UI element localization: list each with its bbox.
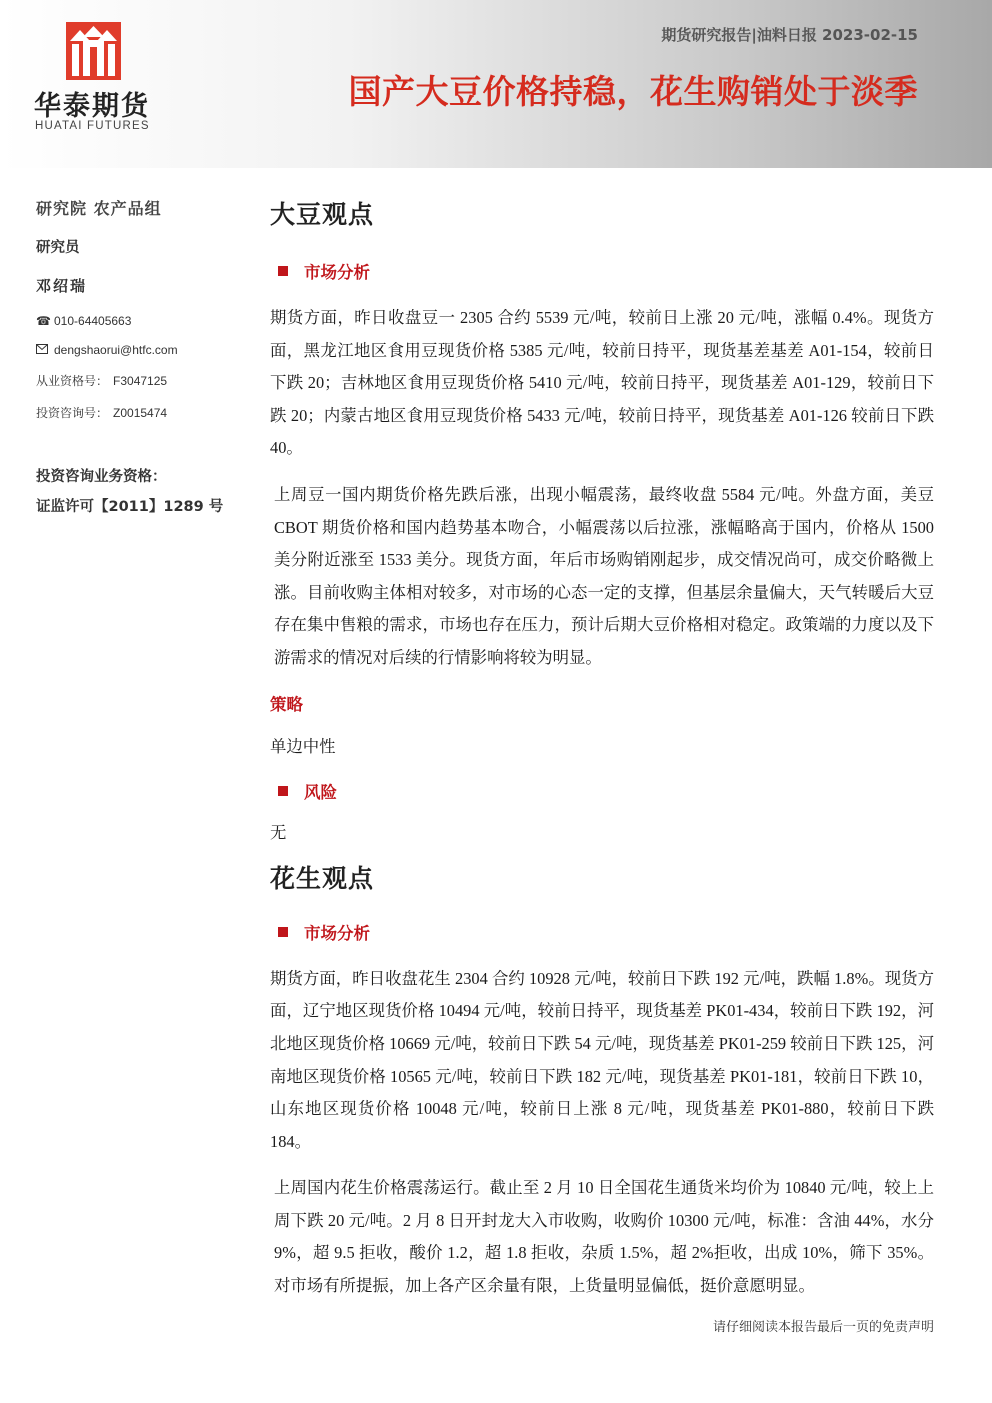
soybean-risk-label: 风险 <box>304 783 337 803</box>
license-row <box>36 372 246 389</box>
peanut-market-label: 市场分析 <box>304 923 370 943</box>
peanut-market-heading <box>278 920 934 944</box>
advisor-label: 投资咨询号： <box>36 406 109 420</box>
author-role: 研究员 <box>36 240 80 256</box>
report-header <box>0 0 992 168</box>
brand-name-en: HUATAI FUTURES <box>35 120 150 132</box>
bullet-square-icon <box>278 786 288 796</box>
huatai-logo-icon <box>66 22 121 80</box>
disclaimer-notice: 请仔细阅读本报告最后一页的免责声明 <box>712 1320 934 1335</box>
peanut-futures-paragraph: 期货方面，昨日收盘花生 2304 合约 10928 元/吨，较前日下跌 192 元/吨，跌幅 1.8%。现货方面，辽宁地区现货价格 10494 元/吨，较前日持平，现货基差 PK01-434，较前日下跌 192，河北地区现货价格 10669 元/吨，较前日下跌 54 元/吨，现货基差 PK01-259 较前日下跌 125，河南地区现货价格 10565 元/吨，较前日下跌 182 元/吨，现货基差 PK01-181，较前日下跌 10，山东地区现货价格 10048 元/吨，较前日上涨 8 元/吨，现货基差 PK01-880，较前日下跌 184。 <box>270 968 934 1151</box>
peanut-outlook-paragraph: 上周国内花生价格震荡运行。截止至 2 月 10 日全国花生通货米均价为 10840 元/吨，较上上周下跌 20 元/吨。2 月 8 日开封龙大入市收购，收购价 10300 元/吨，标准：含油 44%，水分 9%，超 9.5 拒收，酸价 1.2，超 1.8 拒收，杂质 1.5%，超 2%拒收，出成 10%，筛下 35%。对市场有所提振，加上各产区余量有限，上货量明显偏低，挺价意愿明显。 <box>274 1178 934 1296</box>
soybean-risk-heading <box>278 779 934 803</box>
brand-name-cn: 华泰期货 <box>34 91 150 122</box>
mail-icon <box>36 343 49 357</box>
soybean-section-title: 大豆观点 <box>270 200 375 229</box>
license-label: 从业资格号： <box>36 374 109 388</box>
report-meta: 期货研究报告|油料日报 2023-02-15 <box>661 26 918 44</box>
department: 研究院 农产品组 <box>36 199 162 218</box>
soybean-market-heading <box>278 259 934 283</box>
license-value: F3047125 <box>113 373 168 388</box>
report-body <box>270 198 934 1303</box>
phone-number: 010-64405663 <box>54 314 132 328</box>
soybean-market-label: 市场分析 <box>304 263 370 282</box>
soybean-futures-paragraph: 期货方面，昨日收盘豆一 2305 合约 5539 元/吨，较前日上涨 20 元/吨，涨幅 0.4%。现货方面，黑龙江地区食用豆现货价格 5385 元/吨，较前日持平，现货基差基差 A01-154，较前日下跌 20；吉林地区食用豆现货价格 5410 元/吨，较前日持平，现货基差 A01-129，较前日下跌 20；内蒙古地区食用豆现货价格 5433 元/吨，较前日持平，现货基差 A01-126 较前日下跌 40。 <box>270 308 934 458</box>
phone-icon: ☎ <box>36 314 51 328</box>
soybean-strategy-label: 策略 <box>270 694 303 714</box>
report-title: 国产大豆价格持稳，花生购销处于淡季 <box>348 72 918 111</box>
peanut-section-title: 花生观点 <box>270 863 375 893</box>
advisor-row <box>36 404 246 421</box>
qualification-title: 投资咨询业务资格： <box>36 469 167 485</box>
email-address[interactable]: dengshaorui@htfc.com <box>54 343 178 357</box>
soybean-outlook-paragraph: 上周豆一国内期货价格先跌后涨，出现小幅震荡，最终收盘 5584 元/吨。外盘方面，美豆 CBOT 期货价格和国内趋势基本吻合，小幅震荡以后拉涨，涨幅略高于国内，价格从 1500 美分附近涨至 1533 美分。现货方面，年后市场购销刚起步，成交情况尚可，成交价略微上涨。目前收购主体相对较多，对市场的心态一定的支撑，但基层余量偏大，天气转暖后大豆存在集中售粮的需求，市场也存在压力，预计后期大豆价格相对稳定。政策端的力度以及下游需求的情况对后续的行情影响将较为明显。 <box>274 484 934 667</box>
advisor-value: Z0015474 <box>113 405 168 420</box>
bullet-square-icon <box>278 266 288 276</box>
qualification-value: 证监许可【2011】1289 号 <box>36 499 224 515</box>
bullet-square-icon <box>278 927 288 937</box>
soybean-risk: 无 <box>270 823 287 843</box>
phone-row <box>36 314 246 328</box>
brand-logo <box>34 22 154 140</box>
email-row <box>36 343 246 357</box>
author-name: 邓绍瑞 <box>36 277 88 295</box>
author-sidebar <box>36 196 246 516</box>
soybean-strategy: 单边中性 <box>270 736 336 756</box>
